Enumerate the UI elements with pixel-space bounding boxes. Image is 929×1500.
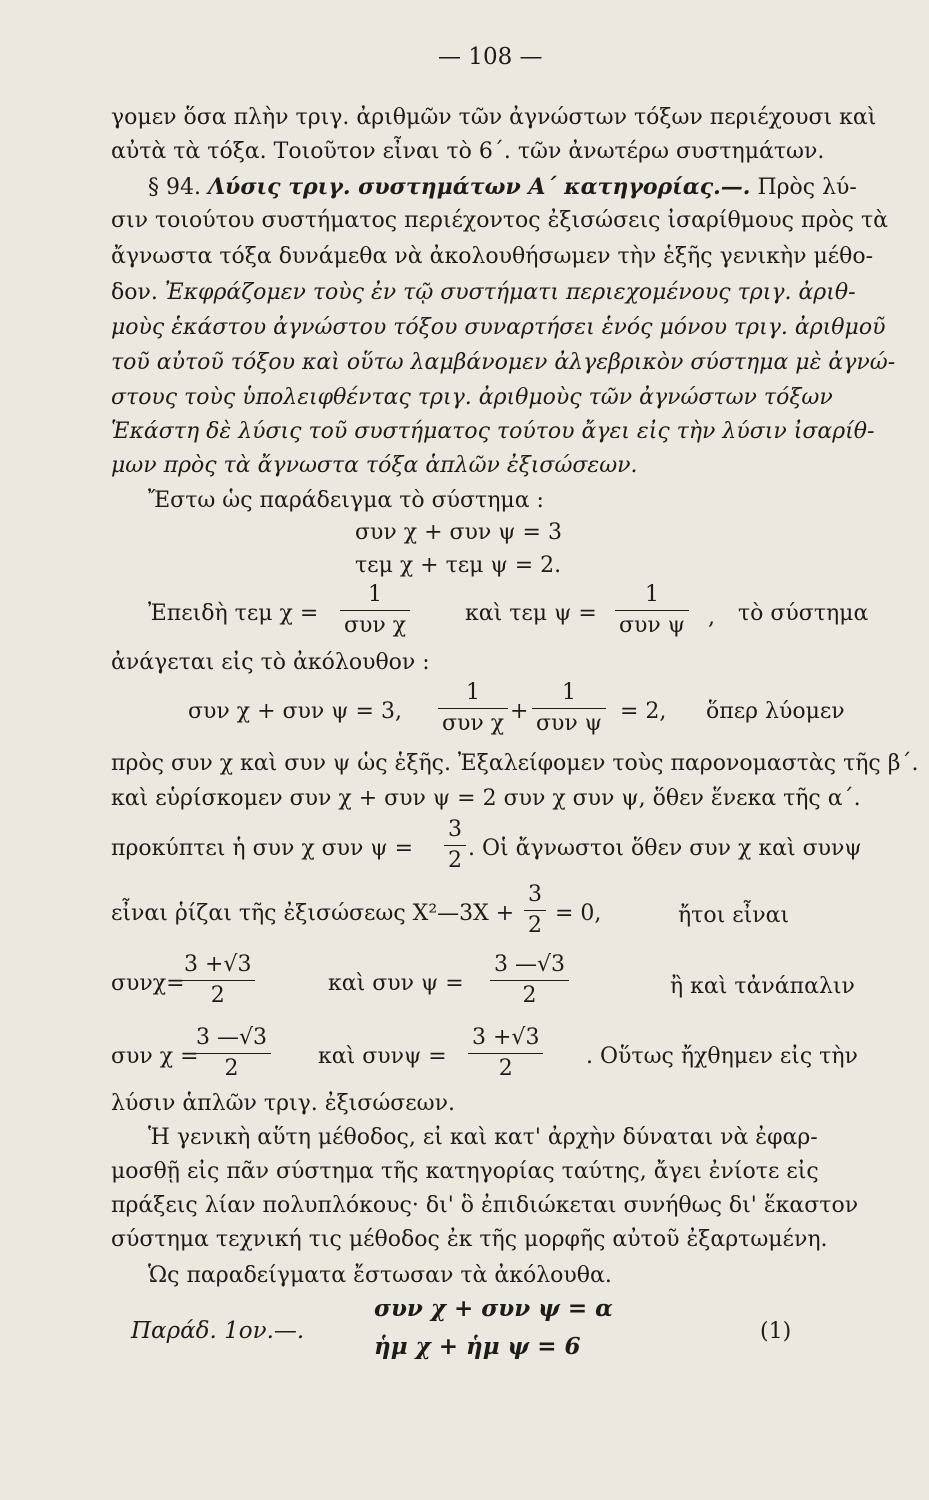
denominator: 2 [224,1056,239,1081]
fraction [192,1025,271,1082]
fraction [615,582,689,639]
text-fragment: . Οὕτως ἤχθημεν εἰς τὴν [586,1044,858,1069]
text-line [111,279,856,307]
equation-number: (1) [760,1319,792,1344]
numerator: 1 [645,582,659,607]
numerator: 3 [528,882,542,907]
denominator: συν χ [442,711,505,736]
section-heading [148,173,857,202]
denominator: συν ψ [619,613,686,638]
equation: συν χ + συν ψ = 3 [355,520,562,545]
text-line: τοῦ αὐτοῦ τόξου καὶ οὕτω λαμβάνομεν ἀλγεβρικὸν σύστημα μὲ ἀγνώ- [111,350,896,375]
text-fragment: ἢ καὶ τἀνάπαλιν [670,974,855,999]
denominator: συν χ [344,613,407,638]
text-fragment: . Οἱ ἄγνωστοι ὅθεν συν χ καὶ συνψ [468,836,862,861]
text-fragment: καὶ συνψ = [318,1044,447,1069]
section-title: Λύσις τριγ. συστημάτων Α΄ κατηγορίας.—. [207,174,751,200]
text-line: ἀνάγεται εἰς τὸ ἀκόλουθον : [111,650,430,675]
text-fragment: καὶ συν ψ = [328,971,464,996]
text-fragment: εἶναι ῥίζαι τῆς ἐξισώσεως X²—3X + [111,901,515,926]
text-line: πρὸς συν χ καὶ συν ψ ὡς ἑξῆς. Ἐξαλείφομεν τοὺς παρονομαστὰς τῆς β΄. [111,751,919,776]
text-line: μοσθῇ εἰς πᾶν σύστημα τῆς κατηγορίας ταύτης, ἄγει ἐνίοτε εἰς [111,1159,819,1184]
text-line: αὐτὰ τὰ τόξα. Τοιοῦτον εἶναι τὸ 6΄. τῶν ἀνωτέρω συστημάτων. [111,139,825,164]
denominator: 2 [448,848,462,873]
denominator: 2 [498,1056,513,1081]
text-line: ἄγνωστα τόξα δυνάμεθα νὰ ἀκολουθήσωμεν τὴν ἑξῆς γενικὴν μέθο- [111,244,874,269]
text-fragment: = 0, [555,901,602,926]
text-line: στους τοὺς ὑπολειφθέντας τριγ. ἀριθμοὺς τῶν ἀγνώστων τόξων [111,385,833,410]
equation: τεμ χ + τεμ ψ = 2. [355,553,562,578]
example-equation: συν χ + συν ψ = α [374,1295,613,1322]
fraction [490,952,569,1009]
text-line: καὶ εὑρίσκομεν συν χ + συν ψ = 2 συν χ συν ψ, ὅθεν ἕνεκα τῆς α΄. [111,786,861,811]
section-text: Πρὸς λύ- [757,175,857,200]
numerator: 1 [466,680,481,705]
text-line: Ἡ γενικὴ αὕτη μέθοδος, εἰ καὶ κατ' ἀρχὴν δύναται νὰ ἐφαρ- [148,1125,818,1150]
example-equation: ἡμ χ + ἡμ ψ = 6 [374,1333,581,1360]
text-fragment: = 2, [620,699,667,724]
denominator: 2 [522,983,537,1008]
numerator: 3 +√3 [472,1025,540,1050]
text-line: Ἔστω ὡς παράδειγμα τὸ σύστημα : [148,488,544,513]
denominator: 2 [528,913,542,938]
fraction [468,1025,543,1082]
text-line: πράξεις λίαν πολυπλόκους· δι' ὃ ἐπιδιώκεται συνήθως δι' ἕκαστον [111,1193,859,1218]
numerator: 3 +√3 [184,952,252,977]
text-fragment: + [510,699,529,724]
fraction [532,680,606,737]
text-line: γομεν ὅσα πλὴν τριγ. ἀριθμῶν τῶν ἀγνώστων τόξων περιέχουσι καὶ [111,105,877,130]
text-line: Ἑκάστη δὲ λύσις τοῦ συστήματος τούτου ἄγει εἰς τὴν λύσιν ἰσαρίθ- [111,419,875,444]
text-line: λύσιν ἁπλῶν τριγ. ἐξισώσεων. [111,1091,455,1116]
text-fragment: συνχ= [111,971,185,996]
text-fragment: τὸ σύστημα [738,601,869,626]
text-fragment: συν χ + συν ψ = 3, [188,699,402,724]
text-line: μων πρὸς τὰ ἄγνωστα τόξα ἁπλῶν ἐξισώσεων. [111,453,638,478]
text-fragment: συν χ = [111,1044,199,1069]
example-label: Παράδ. 1ον.—. [131,1318,305,1344]
fraction [444,817,466,874]
fraction [340,582,410,639]
fraction [438,680,508,737]
numerator: 1 [368,582,383,607]
text-fragment: ὅπερ λύομεν [706,699,845,724]
text-line: σύστημα τεχνική τις μέθοδος ἐκ τῆς μορφῆς αὐτοῦ ἐξαρτωμένη. [111,1227,828,1252]
text-fragment: , [708,605,715,630]
text-line: σιν τοιούτου συστήματος περιέχοντος ἐξισώσεις ἰσαρίθμους πρὸς τὰ [111,208,888,233]
text-fragment: καὶ τεμ ψ = [465,601,597,626]
text-line: μοὺς ἑκάστου ἀγνώστου τόξου συναρτήσει ἑνός μόνου τριγ. ἀριθμοῦ [111,315,886,340]
text-fragment: προκύπτει ἡ συν χ συν ψ = [111,836,414,861]
numerator: 1 [562,680,576,705]
text-fragment: ἤτοι εἶναι [678,903,790,928]
italic-fragment: Ἐκφράζομεν τοὺς ἐν τῷ συστήματι περιεχομένους τριγ. ἀριθ- [164,280,856,305]
denominator: 2 [210,983,225,1008]
denominator: συν ψ [536,711,603,736]
fraction [180,952,255,1009]
section-number: § 94. [148,175,201,200]
numerator: 3 —√3 [196,1025,268,1050]
numerator: 3 —√3 [494,952,566,977]
page-number: — 108 — [438,44,543,70]
numerator: 3 [448,817,462,842]
text-line: Ὡς παραδείγματα ἔστωσαν τὰ ἀκόλουθα. [148,1263,612,1288]
text-fragment: δον. [111,280,158,305]
fraction [524,882,546,939]
text-fragment: Ἐπειδὴ τεμ χ = [148,601,319,626]
